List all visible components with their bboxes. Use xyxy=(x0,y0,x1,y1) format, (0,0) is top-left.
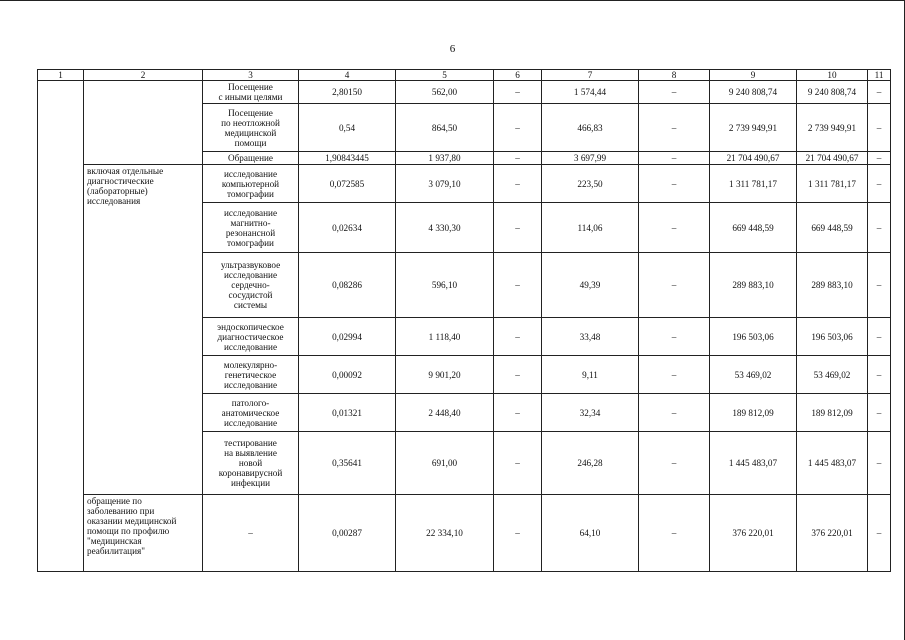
cell-col8: – xyxy=(639,356,710,394)
row-label: ультразвуковое исследование сердечно- сосудистой системы xyxy=(203,253,299,318)
cell-col11: – xyxy=(868,432,891,495)
cell-col6: – xyxy=(494,152,542,165)
cell-col7: 33,48 xyxy=(542,318,639,356)
cell-col10: 1 445 483,07 xyxy=(797,432,868,495)
cell-col10: 196 503,06 xyxy=(797,318,868,356)
cell-col5: 596,10 xyxy=(396,253,494,318)
cell-col6: – xyxy=(494,165,542,203)
cell-col4: 0,072585 xyxy=(299,165,396,203)
row-label: Посещение по неотложной медицинской помощи xyxy=(203,104,299,152)
cell-col4: 0,54 xyxy=(299,104,396,152)
column-header: 9 xyxy=(710,70,797,81)
row-label: Посещение с иными целями xyxy=(203,81,299,104)
cell-col7: 223,50 xyxy=(542,165,639,203)
cell-col8: – xyxy=(639,152,710,165)
cell-col7: 9,11 xyxy=(542,356,639,394)
cell-col10: 289 883,10 xyxy=(797,253,868,318)
cell-col10: 669 448,59 xyxy=(797,203,868,253)
cell-col9: 289 883,10 xyxy=(710,253,797,318)
cell-col6: – xyxy=(494,203,542,253)
cell-col11: – xyxy=(868,495,891,572)
cell-col6: – xyxy=(494,432,542,495)
section-cell xyxy=(38,81,84,572)
cell-col9: 21 704 490,67 xyxy=(710,152,797,165)
cell-col5: 691,00 xyxy=(396,432,494,495)
cell-col5: 22 334,10 xyxy=(396,495,494,572)
cell-col4: 0,08286 xyxy=(299,253,396,318)
cell-col11: – xyxy=(868,104,891,152)
cell-col10: 53 469,02 xyxy=(797,356,868,394)
cell-col4: 2,80150 xyxy=(299,81,396,104)
cell-col5: 3 079,10 xyxy=(396,165,494,203)
cell-col5: 864,50 xyxy=(396,104,494,152)
cell-col8: – xyxy=(639,394,710,432)
cell-col4: 0,00092 xyxy=(299,356,396,394)
cell-col6: – xyxy=(494,81,542,104)
row-label: эндоскопическое диагностическое исследование xyxy=(203,318,299,356)
cell-col11: – xyxy=(868,203,891,253)
cell-col4: 0,00287 xyxy=(299,495,396,572)
cell-col9: 189 812,09 xyxy=(710,394,797,432)
cell-col11: – xyxy=(868,253,891,318)
cell-col10: 9 240 808,74 xyxy=(797,81,868,104)
table-row xyxy=(38,165,891,203)
cell-col8: – xyxy=(639,104,710,152)
cell-col9: 196 503,06 xyxy=(710,318,797,356)
cell-col11: – xyxy=(868,394,891,432)
cell-col8: – xyxy=(639,318,710,356)
cell-col5: 9 901,20 xyxy=(396,356,494,394)
cell-col7: 246,28 xyxy=(542,432,639,495)
cell-col6: – xyxy=(494,495,542,572)
column-header: 7 xyxy=(542,70,639,81)
cell-col11: – xyxy=(868,318,891,356)
cell-col5: 562,00 xyxy=(396,81,494,104)
cell-col8: – xyxy=(639,495,710,572)
cell-col9: 53 469,02 xyxy=(710,356,797,394)
cell-col4: 0,02994 xyxy=(299,318,396,356)
row-label: исследование компьютерной томографии xyxy=(203,165,299,203)
row-label: – xyxy=(203,495,299,572)
cell-col10: 21 704 490,67 xyxy=(797,152,868,165)
row-label: тестирование на выявление новой коронавирусной инфекции xyxy=(203,432,299,495)
row-label: исследование магнитно- резонансной томографии xyxy=(203,203,299,253)
cell-col5: 1 937,80 xyxy=(396,152,494,165)
cell-col4: 0,01321 xyxy=(299,394,396,432)
cell-col11: – xyxy=(868,81,891,104)
cell-col7: 32,34 xyxy=(542,394,639,432)
cell-col9: 1 445 483,07 xyxy=(710,432,797,495)
group-label-rehab: обращение по заболеванию при оказании медицинской помощи по профилю "медицинская реабилитация" xyxy=(84,495,203,572)
cell-col5: 1 118,40 xyxy=(396,318,494,356)
page-number: 6 xyxy=(449,43,456,55)
cell-col7: 1 574,44 xyxy=(542,81,639,104)
cell-col4: 1,90843445 xyxy=(299,152,396,165)
cell-col4: 0,02634 xyxy=(299,203,396,253)
cell-col7: 3 697,99 xyxy=(542,152,639,165)
cell-col6: – xyxy=(494,394,542,432)
column-header: 5 xyxy=(396,70,494,81)
cell-col9: 669 448,59 xyxy=(710,203,797,253)
cell-col4: 0,35641 xyxy=(299,432,396,495)
cell-col9: 1 311 781,17 xyxy=(710,165,797,203)
table-row xyxy=(38,495,891,572)
cell-col11: – xyxy=(868,165,891,203)
cell-col11: – xyxy=(868,152,891,165)
table-row xyxy=(38,81,891,104)
cell-col6: – xyxy=(494,104,542,152)
column-header: 10 xyxy=(797,70,868,81)
column-header: 8 xyxy=(639,70,710,81)
cell-col9: 2 739 949,91 xyxy=(710,104,797,152)
cell-col8: – xyxy=(639,203,710,253)
cell-col5: 2 448,40 xyxy=(396,394,494,432)
row-label: патолого- анатомическое исследование xyxy=(203,394,299,432)
row-label: Обращение xyxy=(203,152,299,165)
cell-col10: 2 739 949,91 xyxy=(797,104,868,152)
cell-col6: – xyxy=(494,253,542,318)
cell-col10: 1 311 781,17 xyxy=(797,165,868,203)
cell-col5: 4 330,30 xyxy=(396,203,494,253)
cell-col11: – xyxy=(868,356,891,394)
cell-col9: 376 220,01 xyxy=(710,495,797,572)
cell-col7: 114,06 xyxy=(542,203,639,253)
column-header: 1 xyxy=(38,70,84,81)
cell-col9: 9 240 808,74 xyxy=(710,81,797,104)
column-header: 11 xyxy=(868,70,891,81)
cell-col6: – xyxy=(494,318,542,356)
cell-col8: – xyxy=(639,165,710,203)
column-header: 3 xyxy=(203,70,299,81)
tariff-table xyxy=(37,69,891,572)
column-header: 2 xyxy=(84,70,203,81)
cell-col7: 64,10 xyxy=(542,495,639,572)
cell-col8: – xyxy=(639,432,710,495)
group-cell xyxy=(84,81,203,165)
cell-col8: – xyxy=(639,253,710,318)
cell-col7: 49,39 xyxy=(542,253,639,318)
column-header: 4 xyxy=(299,70,396,81)
column-header: 6 xyxy=(494,70,542,81)
cell-col10: 376 220,01 xyxy=(797,495,868,572)
cell-col10: 189 812,09 xyxy=(797,394,868,432)
row-label: молекулярно- генетическое исследование xyxy=(203,356,299,394)
cell-col7: 466,83 xyxy=(542,104,639,152)
group-label-diagnostics: включая отдельные диагностические (лабораторные) исследования xyxy=(84,165,203,495)
page-top-border xyxy=(0,0,905,1)
cell-col6: – xyxy=(494,356,542,394)
cell-col8: – xyxy=(639,81,710,104)
header-row xyxy=(38,70,891,81)
